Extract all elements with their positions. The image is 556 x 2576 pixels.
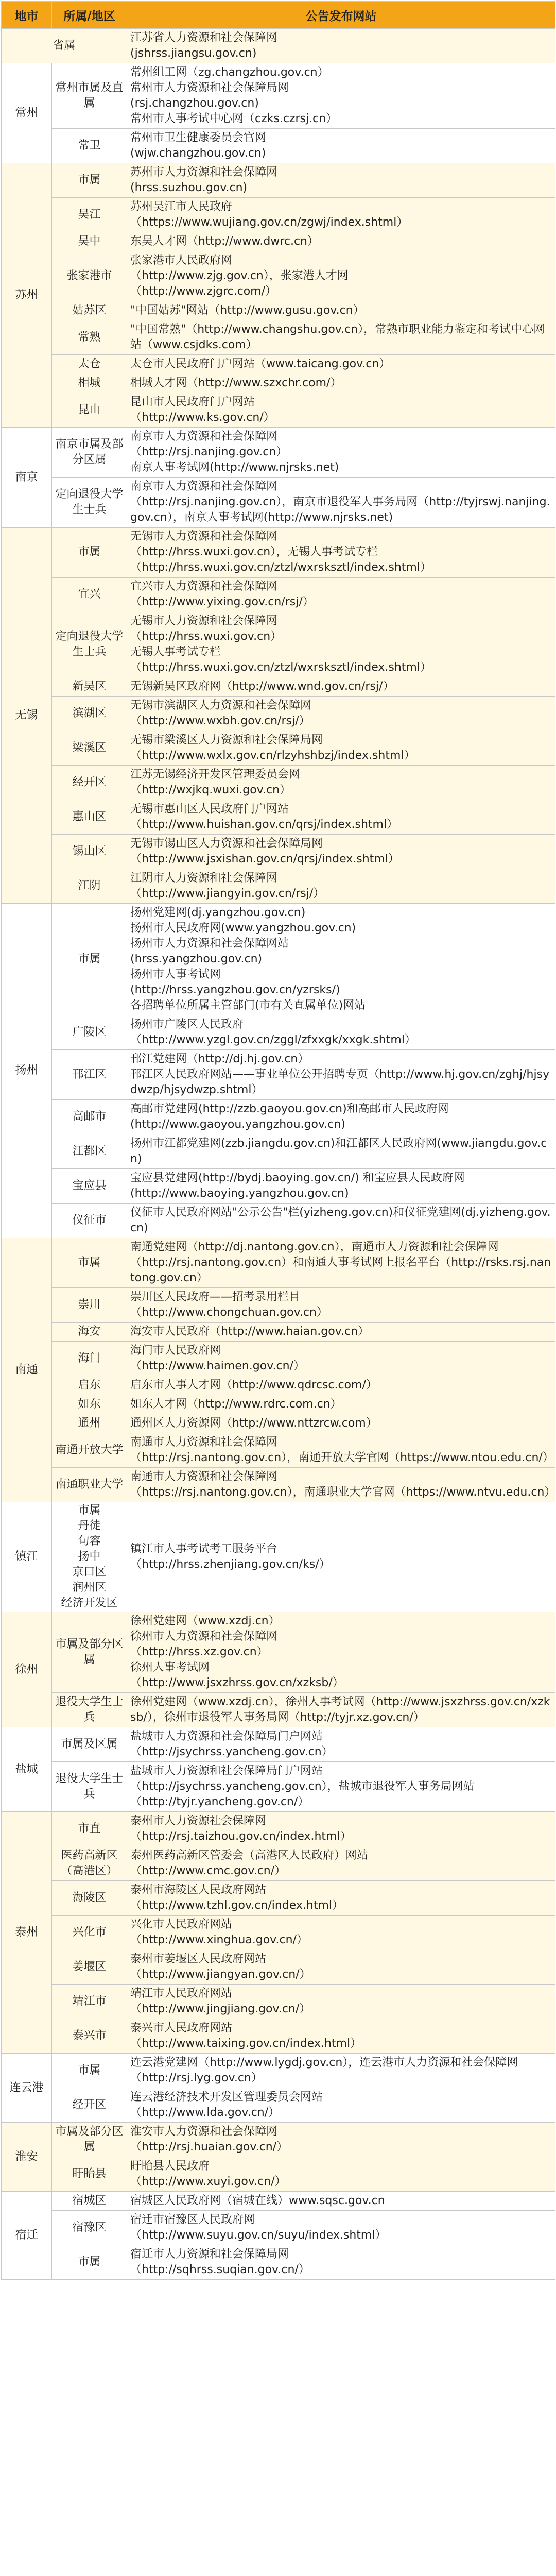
website-cell: 兴化市人民政府网站 （http://www.xinghua.gov.cn/） [127,1916,555,1950]
area-cell: 市属及部分区属 [52,2123,127,2157]
table-row [2,1693,555,1727]
city-cell: 淮安 [2,2123,52,2192]
website-cell: 江苏省人力资源和社会保障网 (jshrss.jiangsu.gov.cn) [127,29,555,63]
website-cell: 无锡市人力资源和社会保障网 （http://hrss.wuxi.gov.cn） 无锡人事考试专栏 （http://hrss.wuxi.gov.cn/ztzl/wxrsksztl/index.shtml） [127,612,555,677]
area-cell: 江阴 [52,869,127,904]
website-cell: 连云港经济技术开发区管理委员会网站 （http://www.lda.gov.cn/） [127,2088,555,2123]
website-cell: 宿城区人民政府网（宿城在线）www.sqsc.gov.cn [127,2192,555,2211]
area-cell: 定向退役大学生士兵 [52,478,127,528]
table-row [2,1950,555,1985]
website-cell: 徐州党建网（www.xzdj.cn），徐州人事考试网（http://www.jsxzhrss.gov.cn/xzksb/），徐州市退役军人事务局网（http://tyjr.xz.gov.cn/） [127,1693,555,1727]
city-cell: 南通 [2,1238,52,1502]
website-cell: 海门市人民政府网 （http://www.haimen.gov.cn/） [127,1342,555,1376]
website-cell: 南通党建网（http://dj.nantong.gov.cn），南通市人力资源和社会保障网 （http://rsj.nantong.gov.cn）和南通人事考试网上报名平台（http://rsks.rsj.nantong.gov.cn） [127,1238,555,1288]
website-cell: 无锡市惠山区人民政府门户网站 （http://www.huishan.gov.cn/qrsj/index.shtml） [127,800,555,835]
table-row [2,2157,555,2192]
area-cell: 市属 [52,2245,127,2280]
city-cell: 扬州 [2,904,52,1238]
area-cell: 南京市属及部分区属 [52,428,127,478]
table-row [2,198,555,232]
table-row [2,1727,555,1762]
table-row [2,1846,555,1881]
table-row [2,1612,555,1693]
website-cell: 宿迁市人力资源和社会保障局网 （http://sqhrss.suqian.gov.cn/） [127,2245,555,2280]
area-cell: 南通开放大学 [52,1433,127,1468]
website-cell: 南通市人力资源和社会保障网 （https://rsj.nantong.gov.cn），南通职业大学官网（https://www.ntvu.edu.cn） [127,1468,555,1502]
area-cell: 海陵区 [52,1881,127,1916]
area-cell: 海门 [52,1342,127,1376]
table-row [2,1169,555,1204]
table-row [2,355,555,374]
table-row [2,1395,555,1414]
table-row [2,478,555,528]
table-row [2,428,555,478]
area-cell: 滨湖区 [52,697,127,731]
table-row [2,1342,555,1376]
website-cell: "中国常熟"（http://www.changshu.gov.cn），常熟市职业能力鉴定和考试中心网站（www.csjdks.com） [127,320,555,355]
website-cell: 扬州市广陵区人民政府 （http://www.yzgl.gov.cn/zggl/zfxxgk/xxgk.shtml） [127,1015,555,1050]
city-cell: 徐州 [2,1612,52,1727]
website-cell: 常州组工网（zg.changzhou.gov.cn） 常州市人力资源和社会保障局网 (rsj.changzhou.gov.cn) 常州市人事考试中心网（czks.czrsj.cn） [127,63,555,129]
table-row [2,1468,555,1502]
table-row [2,1812,555,1846]
table-row [2,800,555,835]
website-cell: 崇川区人民政府——招考录用栏目 （http://www.chongchuan.gov.cn） [127,1288,555,1323]
website-cell: 靖江市人民政府网站 （http://www.jingjiang.gov.cn/） [127,1985,555,2019]
area-cell: 惠山区 [52,800,127,835]
city-cell: 盐城 [2,1727,52,1812]
website-cell: "中国姑苏"网站（http://www.gusu.gov.cn） [127,301,555,320]
table-row [2,1134,555,1169]
table-body [2,29,555,2280]
area-cell: 市属 [52,163,127,198]
website-cell: 盐城市人力资源和社会保障局门户网站 （http://jsychrss.yancheng.gov.cn） [127,1727,555,1762]
table-row [2,129,555,163]
table-row [2,1204,555,1238]
table-row [2,1433,555,1468]
area-cell: 崇川 [52,1288,127,1323]
table-row [2,1238,555,1288]
website-cell: 徐州党建网（www.xzdj.cn） 徐州市人力资源和社会保障网 （http://hrss.xz.gov.cn） 徐州人事考试网 （http://www.jsxzhrss.gov.cn/xzksb/） [127,1612,555,1693]
table-row [2,697,555,731]
area-cell: 宜兴 [52,578,127,612]
website-cell: 常州市卫生健康委员会官网 (wjw.changzhou.gov.cn) [127,129,555,163]
area-cell: 太仓 [52,355,127,374]
area-cell: 吴中 [52,232,127,251]
table-row [2,393,555,428]
area-cell: 宿豫区 [52,2211,127,2245]
area-cell: 仪征市 [52,1204,127,1238]
area-cell: 吴江 [52,198,127,232]
area-cell: 梁溪区 [52,731,127,766]
city-cell: 常州 [2,63,52,163]
area-cell: 医药高新区（高港区） [52,1846,127,1881]
website-cell: 淮安市人力资源和社会保障网 （http://rsj.huaian.gov.cn/） [127,2123,555,2157]
area-cell: 退役大学生士兵 [52,1693,127,1727]
website-cell: 邗江党建网（http://dj.hj.gov.cn） 邗江区人民政府网站——事业单位公开招聘专页（http://www.hj.gov.cn/zghj/hjsydwzp/hjsydwzp.shtml） [127,1050,555,1100]
table-row [2,1288,555,1323]
website-cell: 泰兴市人民政府网站 （http://www.taixing.gov.cn/index.html） [127,2019,555,2054]
area-cell: 南通职业大学 [52,1468,127,1502]
website-cell: 无锡市人力资源和社会保障网 （http://hrss.wuxi.gov.cn），无锡人事考试专栏 （http://hrss.wuxi.gov.cn/ztzl/wxrsksztl/index.shtml） [127,528,555,578]
table-row [2,869,555,904]
website-cell: 泰州市海陵区人民政府网站 （http://www.tzhl.gov.cn/index.html） [127,1881,555,1916]
area-cell: 邗江区 [52,1050,127,1100]
area-cell: 如东 [52,1395,127,1414]
table-row [2,835,555,869]
table-row [2,320,555,355]
table-row [2,1916,555,1950]
area-cell: 海安 [52,1323,127,1342]
table-row [2,1050,555,1100]
area-cell: 姑苏区 [52,301,127,320]
area-cell: 省属 [2,29,127,63]
area-cell: 市属 [52,2054,127,2088]
table-row [2,2245,555,2280]
table-row [2,1881,555,1916]
table-row [2,1985,555,2019]
website-cell: 无锡新吴区政府网（http://www.wnd.gov.cn/rsj/） [127,677,555,697]
table-row [2,163,555,198]
website-cell: 苏州市人力资源和社会保障网 (hrss.suzhou.gov.cn) [127,163,555,198]
area-cell: 宝应县 [52,1169,127,1204]
area-cell: 宿城区 [52,2192,127,2211]
area-cell: 退役大学生士兵 [52,1762,127,1812]
table-row [2,731,555,766]
area-cell: 市属 [52,904,127,1015]
area-cell: 经开区 [52,2088,127,2123]
area-cell: 通州 [52,1414,127,1433]
table-row [2,2019,555,2054]
table-row [2,578,555,612]
website-cell: 江苏无锡经济开发区管理委员会网 （http://wxjkq.wuxi.gov.cn） [127,766,555,800]
website-cell: 无锡市滨湖区人力资源和社会保障网 （http://www.wxbh.gov.cn/rsj/） [127,697,555,731]
website-cell: 东吴人才网（http://www.dwrc.cn） [127,232,555,251]
area-cell: 广陵区 [52,1015,127,1050]
table-row [2,1376,555,1395]
area-cell: 兴化市 [52,1916,127,1950]
area-cell: 市属 [52,1238,127,1288]
area-cell: 姜堰区 [52,1950,127,1985]
website-cell: 扬州市江都党建网(zzb.jiangdu.gov.cn)和江都区人民政府网(www.jiangdu.gov.cn) [127,1134,555,1169]
area-cell: 盱眙县 [52,2157,127,2192]
website-cell: 高邮市党建网(http://zzb.gaoyou.gov.cn)和高邮市人民政府网 (http://www.gaoyou.yangzhou.gov.cn) [127,1100,555,1134]
website-cell: 盐城市人力资源和社会保障局门户网站 （http://jsychrss.yancheng.gov.cn），盐城市退役军人事务局网站 （http://tyjr.yancheng.gov.cn/） [127,1762,555,1812]
table-row [2,29,555,63]
area-cell: 江都区 [52,1134,127,1169]
website-cell: 泰州市人力资源社会保障网 （http://rsj.taizhou.gov.cn/index.html） [127,1812,555,1846]
announcement-sites-table [1,1,555,2280]
website-cell: 太仓市人民政府门户网站（www.taicang.gov.cn） [127,355,555,374]
area-cell: 靖江市 [52,1985,127,2019]
area-cell: 定向退役大学生士兵 [52,612,127,677]
city-cell: 泰州 [2,1812,52,2054]
table-row [2,1414,555,1433]
table-row [2,232,555,251]
table-row [2,766,555,800]
area-cell: 锡山区 [52,835,127,869]
table-row [2,1502,555,1612]
table-row [2,63,555,129]
area-cell: 常卫 [52,129,127,163]
table-row [2,677,555,697]
table-row [2,528,555,578]
website-cell: 苏州吴江市人民政府 （https://www.wujiang.gov.cn/zgwj/index.shtml） [127,198,555,232]
area-cell: 相城 [52,374,127,393]
area-cell: 市属 [52,528,127,578]
website-cell: 连云港党建网（http://www.lygdj.gov.cn），连云港市人力资源和社会保障网 （http://rsj.lyg.gov.cn） [127,2054,555,2088]
website-cell: 无锡市梁溪区人力资源和社会保障局网 （http://www.wxlx.gov.cn/rlzyhshbzj/index.shtml） [127,731,555,766]
website-cell: 宝应县党建网(http://bydj.baoying.gov.cn/) 和宝应县人民政府网 (http://www.baoying.yangzhou.gov.cn) [127,1169,555,1204]
city-cell: 宿迁 [2,2192,52,2280]
city-cell: 苏州 [2,163,52,428]
table-row [2,1015,555,1050]
website-cell: 扬州党建网(dj.yangzhou.gov.cn) 扬州市人民政府网(www.yangzhou.gov.cn) 扬州市人力资源和社会保障网站 (hrss.yangzhou.gov.cn) 扬州市人事考试网 (http://hrss.yangzhou.gov.cn/yzrsks/) 各招聘单位所属主管部门(市有关直属单位)网站 [127,904,555,1015]
website-cell: 无锡市锡山区人力资源和社会保障局网 （http://www.jsxishan.gov.cn/qrsj/index.shtml） [127,835,555,869]
header-area: 所属/地区 [52,2,127,29]
area-cell: 市属及部分区属 [52,1612,127,1693]
city-cell: 南京 [2,428,52,528]
table-row [2,1762,555,1812]
table-header-row [2,2,555,29]
header-site: 公告发布网站 [127,2,555,29]
header-city: 地市 [2,2,52,29]
area-cell: 常熟 [52,320,127,355]
website-cell: 江阴市人力资源和社会保障网 （http://www.jiangyin.gov.cn/rsj/） [127,869,555,904]
website-cell: 镇江市人事考试考工服务平台 （http://hrss.zhenjiang.gov.cn/ks/） [127,1502,555,1612]
website-cell: 仪征市人民政府网站"公示公告"栏(yizheng.gov.cn)和仪征党建网(dj.yizheng.gov.cn) [127,1204,555,1238]
city-cell: 镇江 [2,1502,52,1612]
area-cell: 泰兴市 [52,2019,127,2054]
website-cell: 南京市人力资源和社会保障网 （http://rsj.nanjing.gov.cn），南京市退役军人事务局网（http://tyjrswj.nanjing.gov.cn），南京人事考试网(http://www.njrsks.net) [127,478,555,528]
website-cell: 南京市人力资源和社会保障网 （http://rsj.nanjing.gov.cn） 南京人事考试网(http://www.njrsks.net) [127,428,555,478]
website-cell: 张家港市人民政府网 （http://www.zjg.gov.cn），张家港人才网 （http://www.zjgrc.com/） [127,251,555,301]
city-cell: 无锡 [2,528,52,904]
website-cell: 通州区人力资源网（http://www.nttzrcw.com） [127,1414,555,1433]
area-cell: 市直 [52,1812,127,1846]
website-cell: 盱眙县人民政府 （http://www.xuyi.gov.cn/） [127,2157,555,2192]
area-cell: 市属及区属 [52,1727,127,1762]
website-cell: 启东市人事人才网（http://www.qdrcsc.com/） [127,1376,555,1395]
website-cell: 泰州医药高新区管委会（高港区人民政府）网站 （http://www.cmc.gov.cn/） [127,1846,555,1881]
website-cell: 海安市人民政府（http://www.haian.gov.cn） [127,1323,555,1342]
city-cell: 连云港 [2,2054,52,2123]
area-cell: 新吴区 [52,677,127,697]
website-cell: 宿迁市宿豫区人民政府网 （http://www.suyu.gov.cn/suyu/index.shtml） [127,2211,555,2245]
website-cell: 泰州市姜堰区人民政府网站 （http://www.jiangyan.gov.cn/） [127,1950,555,1985]
table-row [2,2211,555,2245]
area-cell: 启东 [52,1376,127,1395]
table-row [2,1100,555,1134]
table-row [2,2123,555,2157]
website-cell: 南通市人力资源和社会保障网 （http://rsj.nantong.gov.cn），南通开放大学官网（https://www.ntou.edu.cn/） [127,1433,555,1468]
table-row [2,301,555,320]
website-cell: 宜兴市人力资源和社会保障网 （http://www.yixing.gov.cn/rsj/） [127,578,555,612]
website-cell: 相城人才网（http://www.szxchr.com/） [127,374,555,393]
area-cell: 高邮市 [52,1100,127,1134]
table-row [2,2054,555,2088]
area-cell: 昆山 [52,393,127,428]
website-cell: 如东人才网（http://www.rdrc.com.cn） [127,1395,555,1414]
area-cell: 常州市属及直属 [52,63,127,129]
table-row [2,2088,555,2123]
table-row [2,251,555,301]
area-cell: 经开区 [52,766,127,800]
table-row [2,374,555,393]
table-row [2,904,555,1015]
table-row [2,612,555,677]
table-row [2,2192,555,2211]
area-cell: 张家港市 [52,251,127,301]
table-row [2,1323,555,1342]
website-cell: 昆山市人民政府门户网站 （http://www.ks.gov.cn/） [127,393,555,428]
area-cell: 市属 丹徒 句容 扬中 京口区 润州区 经济开发区 [52,1502,127,1612]
